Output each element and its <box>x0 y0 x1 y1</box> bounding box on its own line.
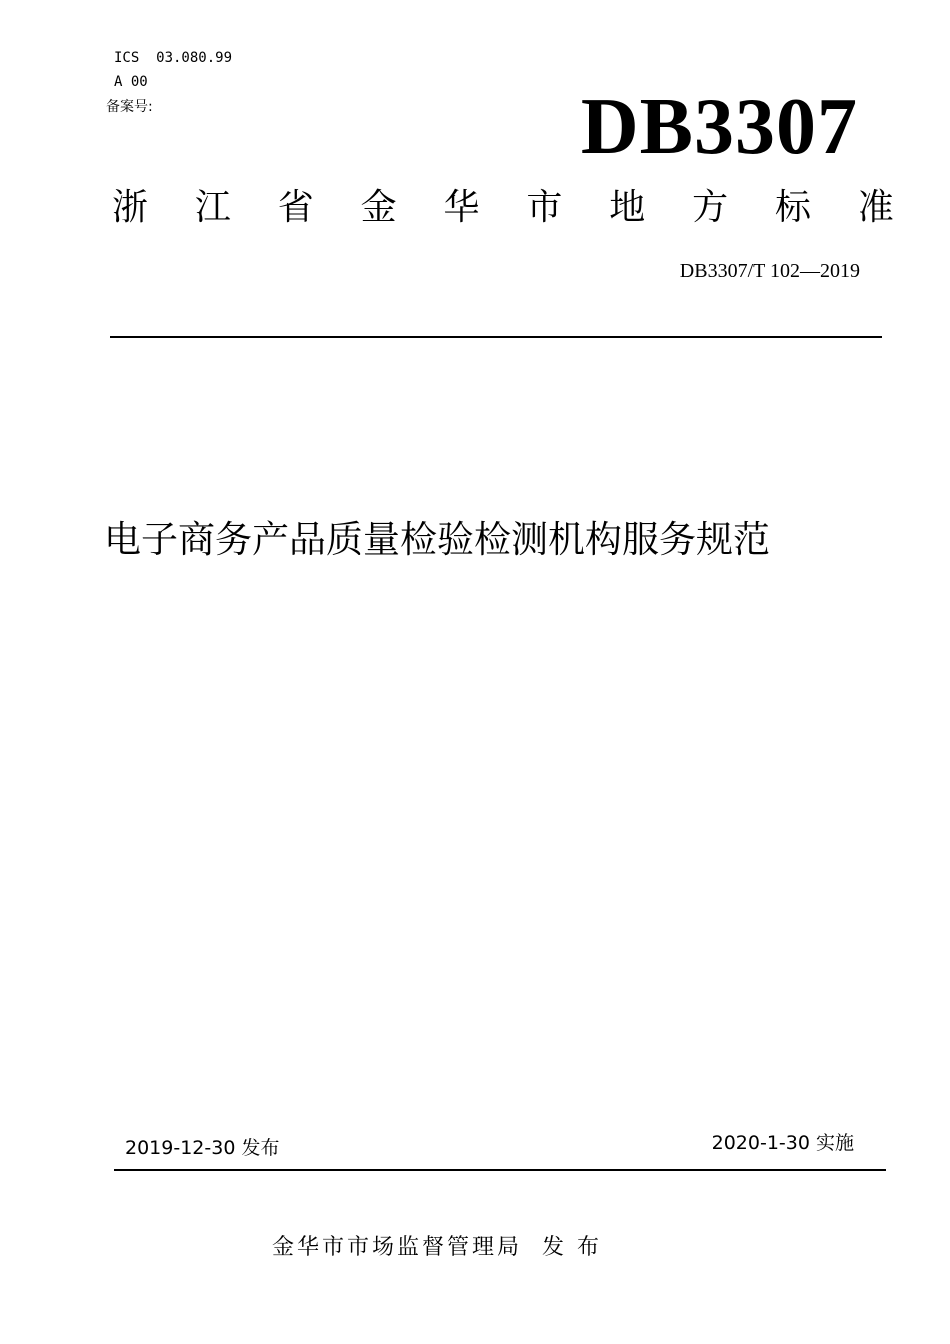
record-number-label: 备案号: <box>106 99 153 115</box>
standard-type-char: 准 <box>857 187 894 228</box>
standard-type-char: 华 <box>443 187 480 228</box>
standard-type-char: 省 <box>277 187 314 228</box>
standard-type-char: 金 <box>360 187 397 228</box>
standard-type-heading <box>112 186 894 230</box>
implementation-date: 2020-1-30 实施 <box>711 1132 854 1154</box>
standard-logo: DB3307 <box>580 83 858 171</box>
standard-type-char: 地 <box>609 187 646 228</box>
standard-type-char: 标 <box>775 187 812 228</box>
standard-code: DB3307/T 102—2019 <box>679 260 860 282</box>
standard-type-char: 市 <box>526 187 563 228</box>
document-title: 电子商务产品质量检验检测机构服务规范 <box>104 518 770 561</box>
ics-code: ICS 03.080.99 <box>114 50 233 66</box>
issuer-line <box>272 1233 602 1263</box>
standard-type-char: 浙 <box>112 187 149 228</box>
issuer-name: 金华市市场监督管理局 <box>272 1235 523 1260</box>
issuer-action: 发 布 <box>542 1235 603 1260</box>
classification-code: A 00 <box>114 74 148 90</box>
standard-type-char: 江 <box>194 187 231 228</box>
issue-date: 2019-12-30 发布 <box>125 1137 280 1159</box>
header-divider <box>110 336 882 338</box>
footer-divider <box>114 1169 886 1171</box>
standard-type-char: 方 <box>692 187 729 228</box>
